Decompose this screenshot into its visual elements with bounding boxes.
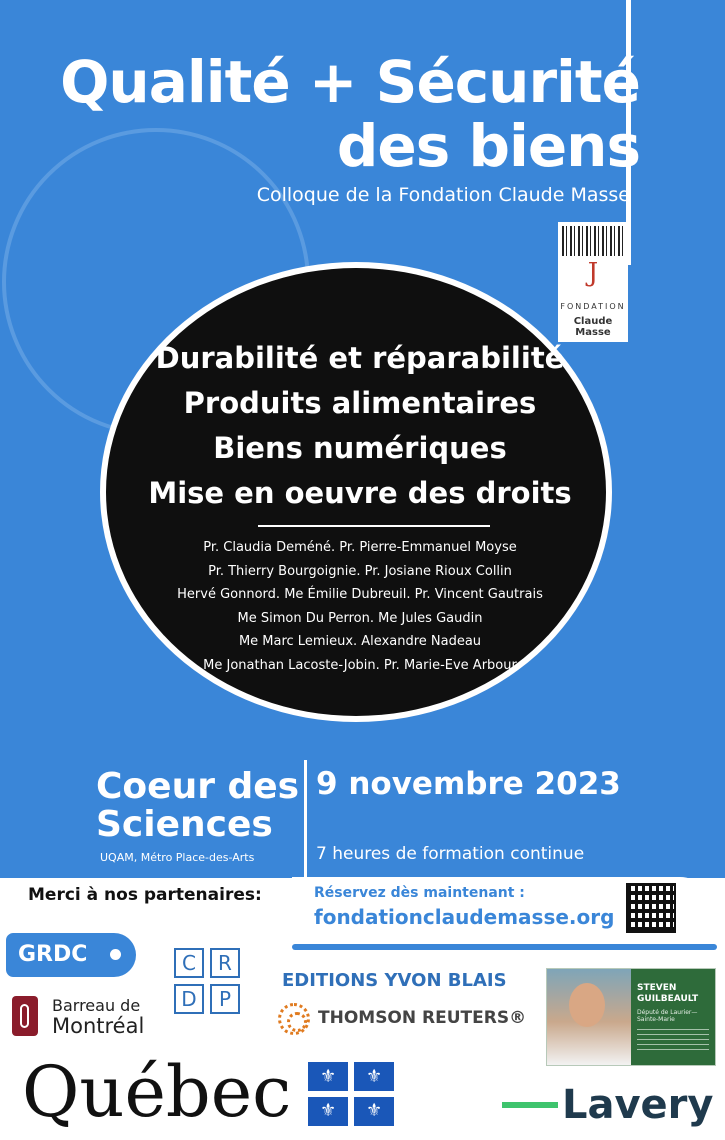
- speaker-line: Pr. Thierry Bourgoignie. Pr. Josiane Rioux Collin: [208, 563, 512, 579]
- fleur-de-lis-icon: ⚜: [320, 1066, 337, 1087]
- topic-item: Durabilité et réparabilité: [155, 341, 565, 375]
- speaker-line: Me Simon Du Perron. Me Jules Gaudin: [237, 610, 483, 626]
- guilbeault-last-name: GUILBEAULT: [637, 994, 699, 1004]
- venue-name: [96, 768, 299, 844]
- fleur-de-lis-icon: ⚜: [366, 1100, 383, 1121]
- topics-list: [100, 336, 620, 516]
- event-date: 9 novembre 2023: [316, 766, 621, 802]
- fondation-j-icon: J: [587, 258, 599, 288]
- fondation-logo-line-2: Claude Masse: [573, 316, 613, 338]
- qr-code-icon[interactable]: [626, 883, 676, 933]
- fleur-de-lis-icon: ⚜: [366, 1066, 383, 1087]
- barreau-logo-line-1: Barreau de: [52, 996, 141, 1015]
- guilbeault-contact-lines: [637, 1029, 709, 1051]
- editions-yvon-blais-logo: EDITIONS YVON BLAIS: [282, 970, 507, 991]
- grdc-logo-text: GRDC: [18, 942, 88, 967]
- speaker-line: Hervé Gonnord. Me Émilie Dubreuil. Pr. Vincent Gautrais: [177, 587, 543, 602]
- fondation-logo-line-1: FONDATION: [560, 302, 626, 311]
- speaker-line: Me Marc Lemieux. Alexandre Nadeau: [238, 634, 482, 649]
- topic-item: Produits alimentaires: [183, 386, 537, 420]
- reservation-banner[interactable]: [292, 877, 712, 941]
- crdp-logo: [174, 948, 244, 1018]
- portrait-face-icon: [569, 983, 605, 1027]
- grdc-logo: [6, 933, 136, 977]
- guilbeault-role: Député de Laurier—Sainte-Marie: [637, 1009, 698, 1023]
- topic-item: Mise en oeuvre des droits: [148, 476, 572, 510]
- poster-subtitle: Colloque de la Fondation Claude Masse: [256, 184, 630, 206]
- title-line-2: des biens: [336, 112, 640, 180]
- guilbeault-photo: [547, 969, 631, 1065]
- banner-underline: [292, 944, 717, 950]
- circle-divider: [258, 525, 490, 527]
- barcode-icon: [562, 226, 624, 256]
- lavery-accent-bar: [502, 1102, 558, 1108]
- steven-guilbeault-card: [546, 968, 716, 1066]
- crdp-letter: P: [210, 984, 240, 1014]
- grdc-dot-icon: [110, 949, 121, 960]
- reservation-link[interactable]: fondationclaudemasse.org: [314, 905, 615, 929]
- crdp-letter: C: [174, 948, 204, 978]
- venue-line-1: Coeur des: [96, 766, 300, 807]
- training-hours: 7 heures de formation continue: [316, 844, 585, 864]
- crdp-letter: R: [210, 948, 240, 978]
- speakers-list: [150, 536, 570, 677]
- title-line-1: Qualité + Sécurité: [60, 48, 640, 116]
- barreau-logo-line-2: Montréal: [52, 1014, 145, 1038]
- speaker-line: Pr. Claudia Deméné. Pr. Pierre-Emmanuel Moyse: [203, 540, 517, 555]
- poster-title: [40, 50, 640, 178]
- barreau-emblem-icon: [12, 996, 38, 1036]
- section-divider: [304, 760, 307, 880]
- fondation-claude-masse-logo: [558, 222, 628, 342]
- quebec-flag-icon: [308, 1062, 394, 1126]
- crdp-letter: D: [174, 984, 204, 1014]
- quebec-logo: Québec: [22, 1051, 292, 1133]
- thomson-reuters-logo: THOMSON REUTERS®: [318, 1008, 527, 1028]
- guilbeault-first-name: STEVEN: [637, 983, 677, 993]
- venue-line-2: Sciences: [96, 804, 273, 845]
- fleur-de-lis-icon: ⚜: [320, 1100, 337, 1121]
- lavery-logo: Lavery: [562, 1082, 714, 1128]
- thomson-reuters-icon: [278, 1003, 310, 1035]
- venue-address: UQAM, Métro Place-des-Arts: [100, 851, 255, 864]
- topic-item: Biens numériques: [213, 431, 507, 465]
- speaker-line: Me Jonathan Lacoste-Jobin. Pr. Marie-Eve Arbour: [203, 657, 517, 673]
- reservation-label: Réservez dès maintenant :: [314, 885, 525, 901]
- partners-heading: Merci à nos partenaires:: [28, 885, 262, 905]
